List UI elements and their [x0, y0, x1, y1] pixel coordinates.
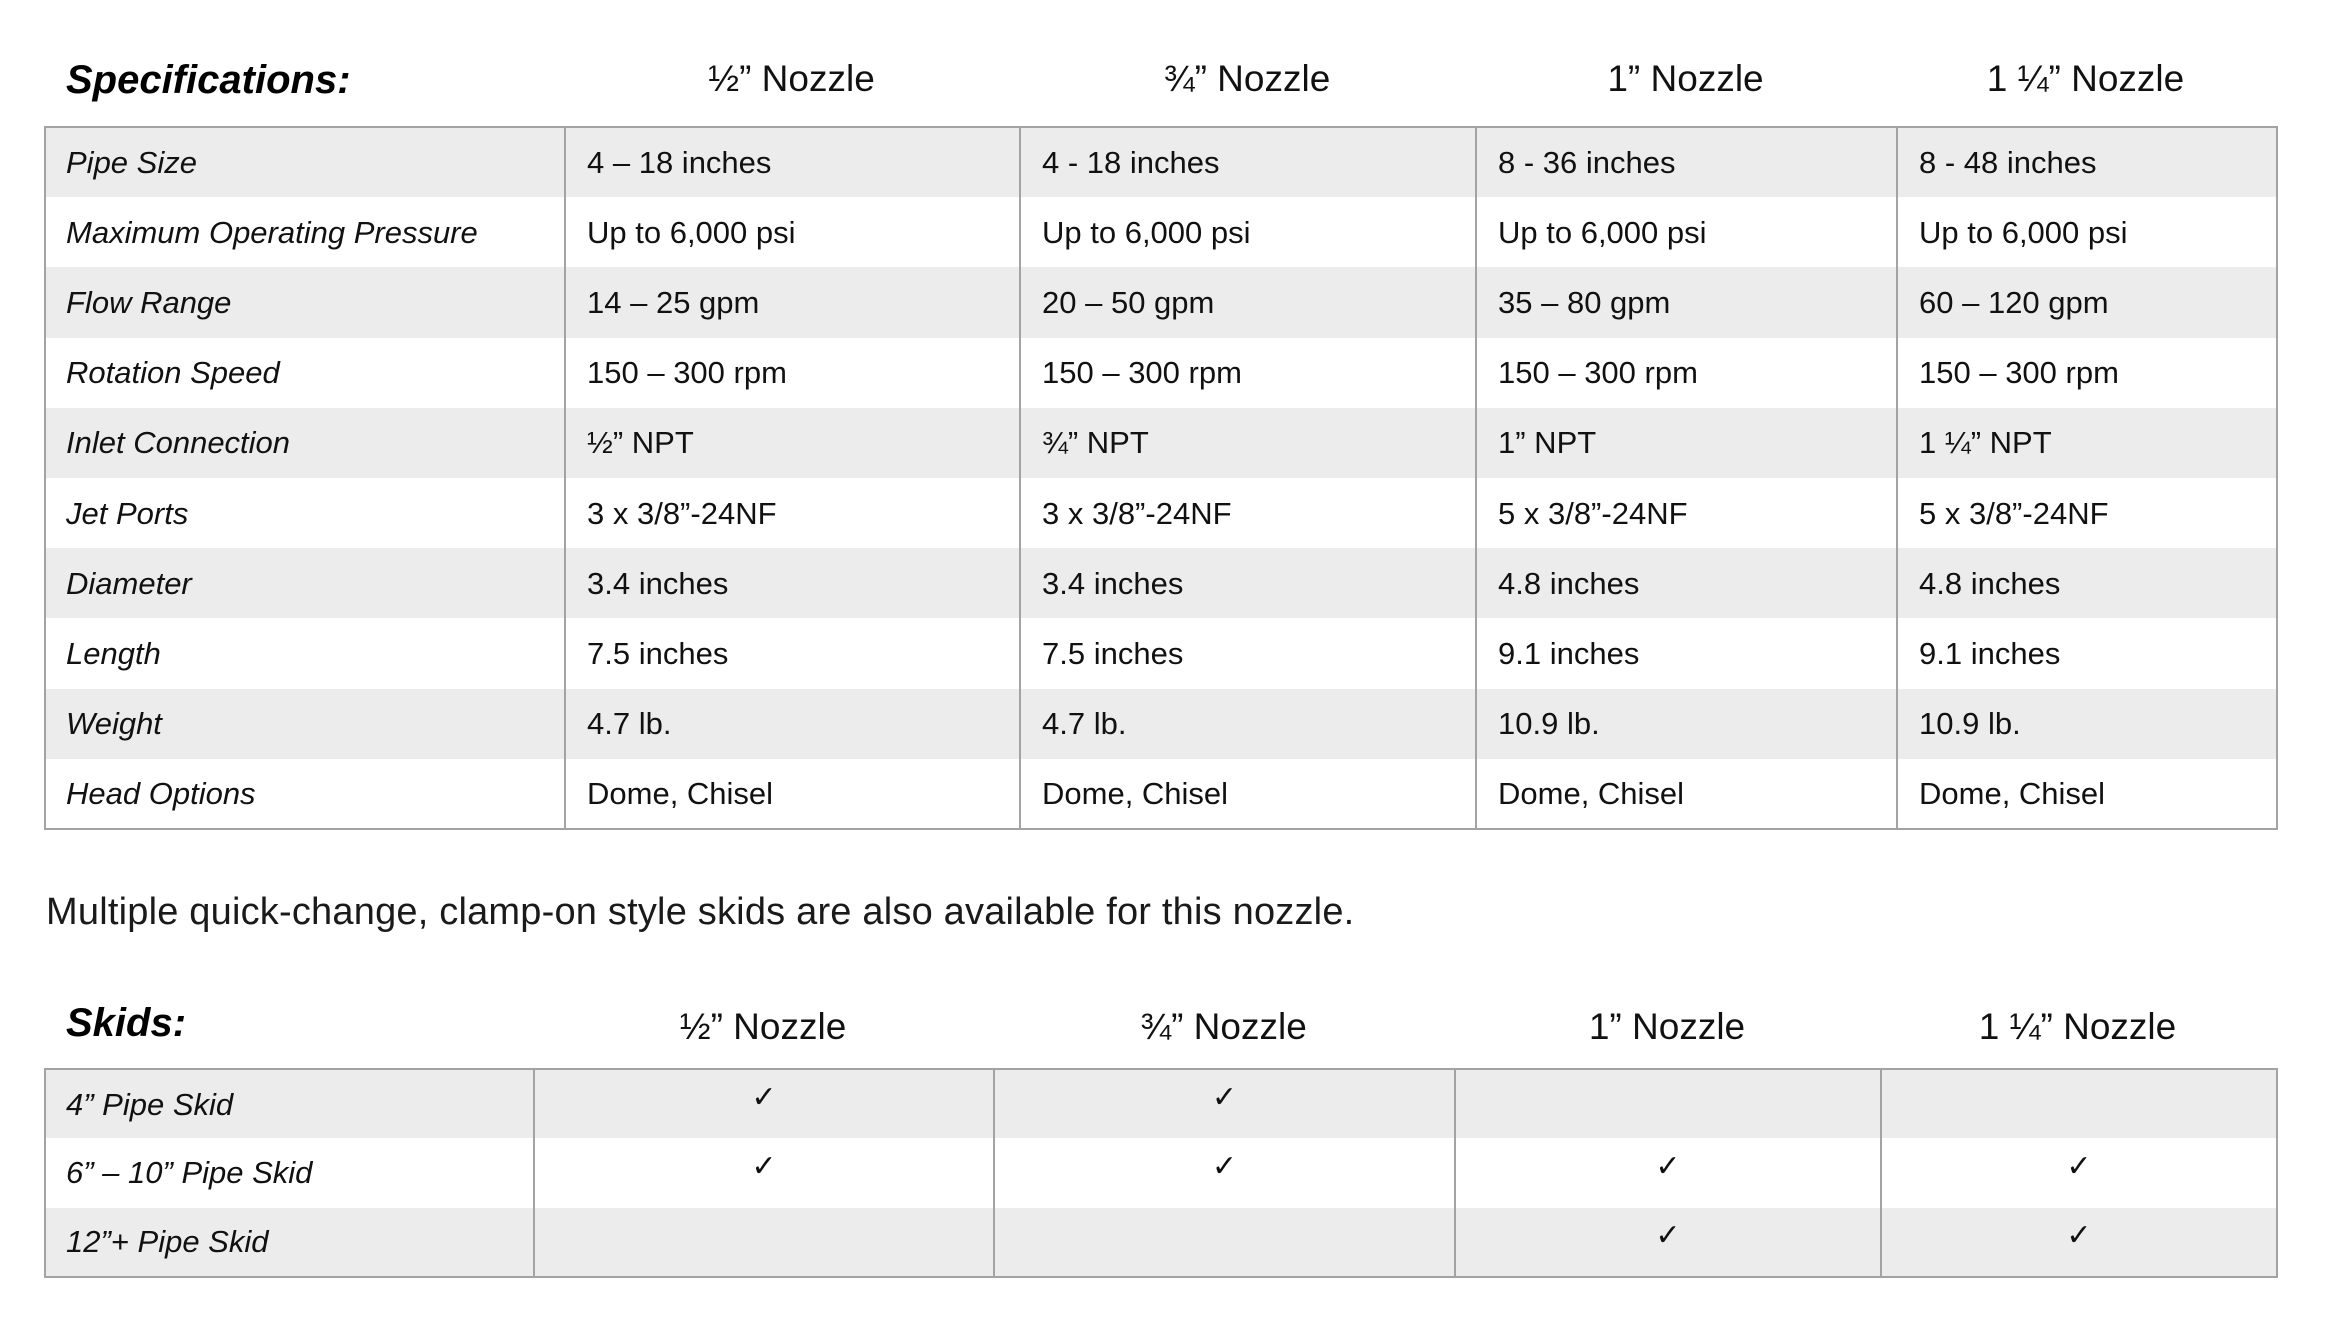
spec-row-label: Inlet Connection: [45, 408, 565, 478]
spec-row: [45, 548, 2277, 618]
spec-cell: 10.9 lb.: [1476, 689, 1897, 759]
spec-cell: 20 – 50 gpm: [1020, 267, 1476, 337]
checkmark-icon: ✓: [1455, 1138, 1881, 1207]
spec-row: [45, 197, 2277, 267]
skid-col-header-one-quarter: 1 ¼” Nozzle: [1978, 1006, 2177, 1047]
spec-row: [45, 127, 2277, 197]
skid-col-header-one: 1” Nozzle: [1588, 1006, 1746, 1047]
spec-cell: Dome, Chisel: [1020, 759, 1476, 829]
spec-cell: 5 x 3/8”-24NF: [1476, 478, 1897, 548]
spec-cell: 150 – 300 rpm: [1020, 338, 1476, 408]
spec-cell: Up to 6,000 psi: [1476, 197, 1897, 267]
spec-cell: 8 - 48 inches: [1897, 127, 2277, 197]
spec-row: [45, 759, 2277, 829]
spec-cell: 9.1 inches: [1897, 618, 2277, 688]
spec-cell: 35 – 80 gpm: [1476, 267, 1897, 337]
spec-cell: 7.5 inches: [1020, 618, 1476, 688]
spec-cell: 8 - 36 inches: [1476, 127, 1897, 197]
spec-cell: 5 x 3/8”-24NF: [1897, 478, 2277, 548]
skid-row-label: 6” – 10” Pipe Skid: [45, 1138, 534, 1207]
spec-cell: 10.9 lb.: [1897, 689, 2277, 759]
spec-col-header-one-quarter: 1 ¼” Nozzle: [1986, 58, 2185, 99]
spec-cell: ½” NPT: [565, 408, 1020, 478]
spec-cell: 150 – 300 rpm: [565, 338, 1020, 408]
spec-row: [45, 338, 2277, 408]
skid-row-label: 12”+ Pipe Skid: [45, 1208, 534, 1277]
spec-cell: Dome, Chisel: [565, 759, 1020, 829]
spec-cell: 4.7 lb.: [565, 689, 1020, 759]
spec-cell: 3 x 3/8”-24NF: [565, 478, 1020, 548]
spec-cell: 7.5 inches: [565, 618, 1020, 688]
spec-cell: 3.4 inches: [1020, 548, 1476, 618]
spec-cell: 4 - 18 inches: [1020, 127, 1476, 197]
empty-cell: [994, 1208, 1455, 1277]
spec-row: [45, 408, 2277, 478]
spec-cell: 4.8 inches: [1476, 548, 1897, 618]
spec-row-label: Pipe Size: [45, 127, 565, 197]
checkmark-icon: ✓: [994, 1069, 1455, 1138]
checkmark-icon: ✓: [1455, 1208, 1881, 1277]
spec-row-label: Flow Range: [45, 267, 565, 337]
spec-cell: ¾” NPT: [1020, 408, 1476, 478]
skid-row: [45, 1138, 2277, 1207]
spec-row-label: Weight: [45, 689, 565, 759]
spec-cell: 4 – 18 inches: [565, 127, 1020, 197]
spec-row-label: Jet Ports: [45, 478, 565, 548]
spec-row: [45, 618, 2277, 688]
spec-cell: 150 – 300 rpm: [1476, 338, 1897, 408]
skid-col-header-half: ½” Nozzle: [679, 1006, 847, 1047]
spec-row: [45, 689, 2277, 759]
spec-row-label: Maximum Operating Pressure: [45, 197, 565, 267]
spec-cell: Dome, Chisel: [1476, 759, 1897, 829]
skids-note: Multiple quick-change, clamp-on style skids are also available for this nozzle.: [46, 891, 1355, 933]
spec-row-label: Head Options: [45, 759, 565, 829]
skids-title: Skids:: [66, 1001, 187, 1045]
spec-cell: 1 ¼” NPT: [1897, 408, 2277, 478]
skids-table: [44, 1068, 2278, 1278]
skid-row: [45, 1208, 2277, 1277]
spec-cell: Dome, Chisel: [1897, 759, 2277, 829]
spec-cell: Up to 6,000 psi: [565, 197, 1020, 267]
checkmark-icon: ✓: [1881, 1208, 2277, 1277]
spec-col-header-half: ½” Nozzle: [708, 58, 875, 99]
empty-cell: [534, 1208, 994, 1277]
checkmark-icon: ✓: [534, 1069, 994, 1138]
specifications-title: Specifications:: [66, 58, 351, 102]
spec-cell: Up to 6,000 psi: [1897, 197, 2277, 267]
spec-cell: 4.7 lb.: [1020, 689, 1476, 759]
spec-cell: 14 – 25 gpm: [565, 267, 1020, 337]
spec-row: [45, 267, 2277, 337]
spec-row-label: Diameter: [45, 548, 565, 618]
skid-col-header-three-quarter: ¾” Nozzle: [1140, 1006, 1307, 1047]
checkmark-icon: ✓: [1881, 1138, 2277, 1207]
spec-row: [45, 478, 2277, 548]
skid-row-label: 4” Pipe Skid: [45, 1069, 534, 1138]
spec-cell: 4.8 inches: [1897, 548, 2277, 618]
spec-col-header-three-quarter: ¾” Nozzle: [1163, 58, 1331, 99]
checkmark-icon: ✓: [534, 1138, 994, 1207]
skid-row: [45, 1069, 2277, 1138]
spec-cell: 3.4 inches: [565, 548, 1020, 618]
spec-cell: 150 – 300 rpm: [1897, 338, 2277, 408]
spec-row-label: Rotation Speed: [45, 338, 565, 408]
checkmark-icon: ✓: [994, 1138, 1455, 1207]
spec-cell: 3 x 3/8”-24NF: [1020, 478, 1476, 548]
spec-cell: Up to 6,000 psi: [1020, 197, 1476, 267]
spec-col-header-one: 1” Nozzle: [1607, 58, 1764, 99]
spec-cell: 1” NPT: [1476, 408, 1897, 478]
spec-cell: 60 – 120 gpm: [1897, 267, 2277, 337]
specifications-table: [44, 126, 2278, 830]
empty-cell: [1881, 1069, 2277, 1138]
spec-cell: 9.1 inches: [1476, 618, 1897, 688]
empty-cell: [1455, 1069, 1881, 1138]
spec-row-label: Length: [45, 618, 565, 688]
